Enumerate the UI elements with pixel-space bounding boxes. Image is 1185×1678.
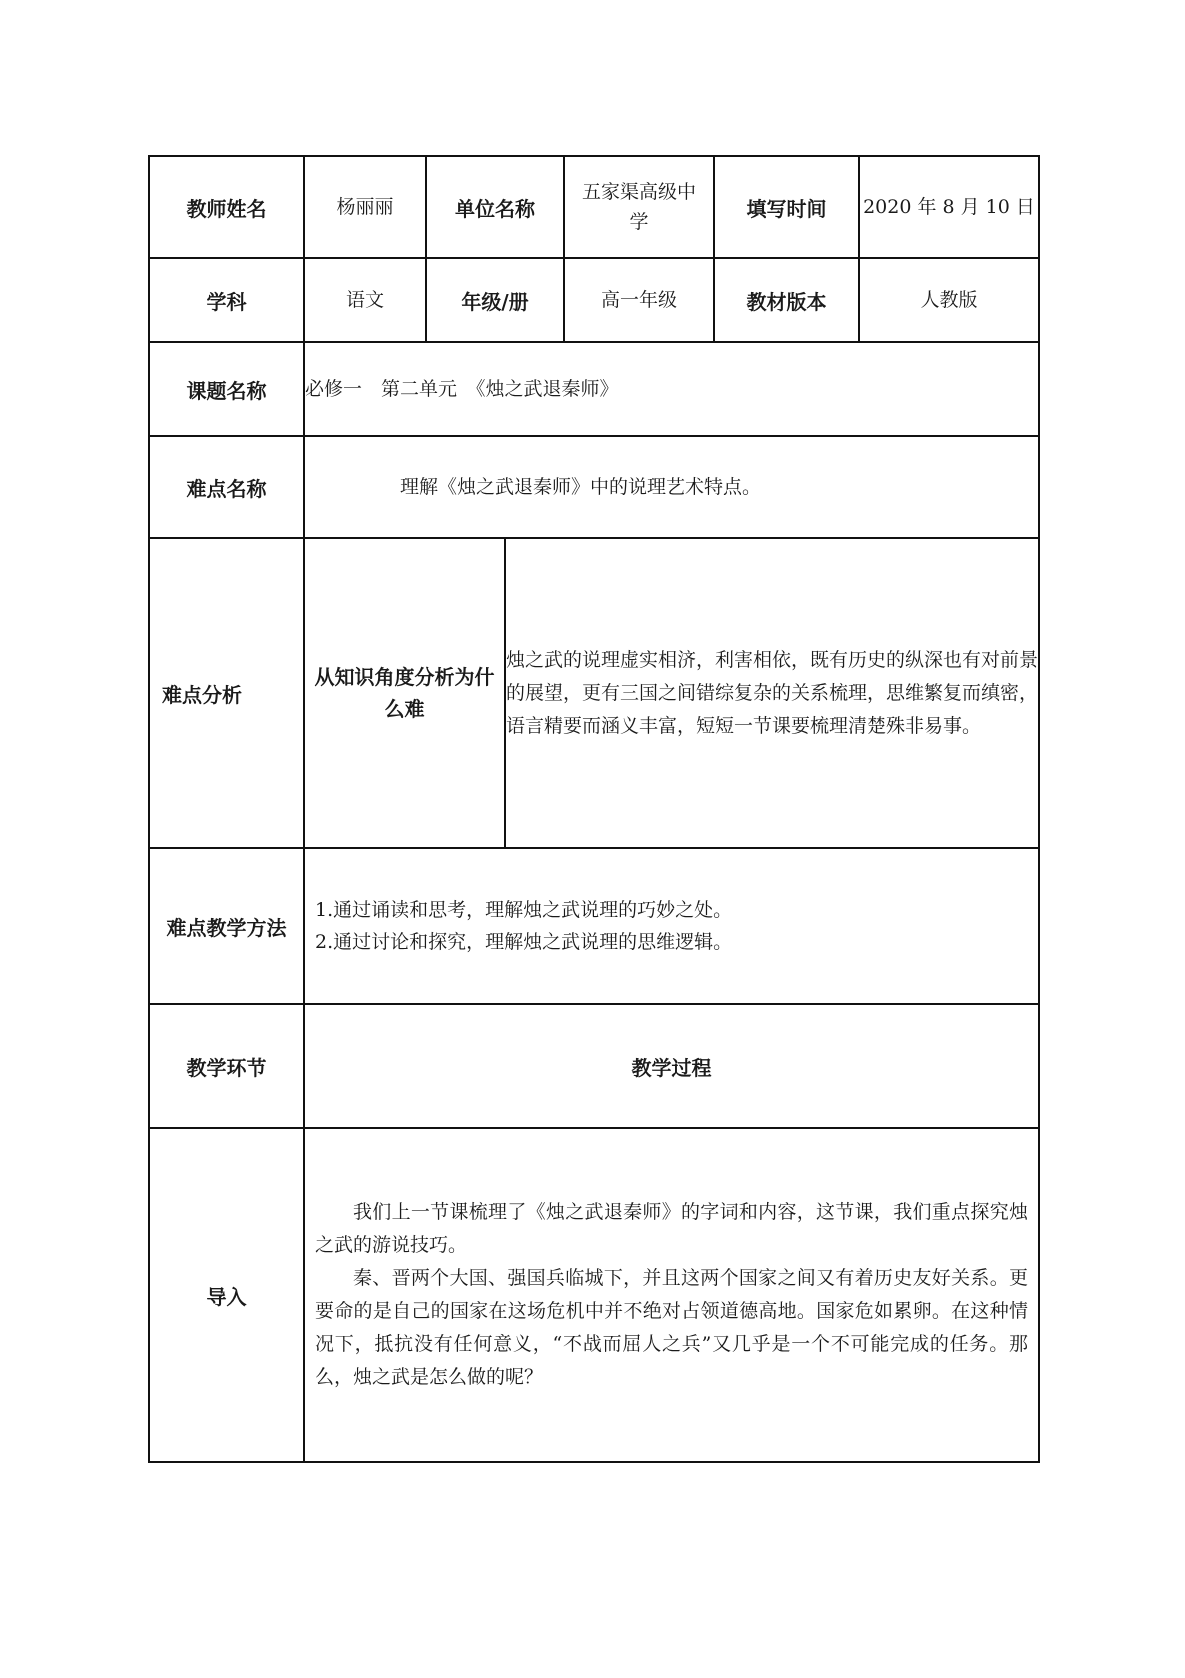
methods-list (304, 848, 1039, 1004)
fill-time-label: 填写时间 (714, 156, 859, 258)
edition-value: 人教版 (859, 258, 1039, 342)
analysis-label: 难点分析 (149, 538, 304, 848)
topic-label: 课题名称 (149, 342, 304, 436)
edition-label: 教材版本 (714, 258, 859, 342)
intro-content (304, 1128, 1039, 1462)
method-item: 2.通过讨论和探究，理解烛之武说理的思维逻辑。 (315, 931, 733, 953)
unit-value: 五家渠高级中学 (564, 156, 714, 258)
row-analysis (149, 538, 1039, 848)
fill-time-value: 2020 年 8 月 10 日 (859, 156, 1039, 258)
analysis-cell (304, 538, 1039, 848)
analysis-text: 烛之武的说理虚实相济，利害相依，既有历史的纵深也有对前景的展望，更有三国之间错综复杂的关系梳理，思维繁复而缜密，语言精要而涵义丰富，短短一节课要梳理清楚殊非易事。 (506, 648, 1039, 737)
row-subject-info (149, 258, 1039, 342)
difficulty-value: 理解《烛之武退秦师》中的说理艺术特点。 (304, 436, 1039, 538)
intro-label: 导入 (149, 1128, 304, 1462)
analysis-sub-label: 从知识角度分析为什么难 (305, 539, 505, 847)
row-stage-header (149, 1004, 1039, 1128)
teacher-name-label: 教师姓名 (149, 156, 304, 258)
row-methods (149, 848, 1039, 1004)
topic-value: 必修一 第二单元 《烛之武退秦师》 (304, 342, 1039, 436)
analysis-inner-table (305, 539, 1038, 847)
method-label: 难点教学方法 (149, 848, 304, 1004)
process-label: 教学过程 (304, 1004, 1039, 1128)
subject-label: 学科 (149, 258, 304, 342)
lesson-plan-form (148, 155, 1038, 1463)
subject-value: 语文 (304, 258, 426, 342)
teacher-name-value: 杨丽丽 (304, 156, 426, 258)
stage-label: 教学环节 (149, 1004, 304, 1128)
row-teacher-info (149, 156, 1039, 258)
row-difficulty (149, 436, 1039, 538)
lesson-plan-table (148, 155, 1040, 1463)
row-intro (149, 1128, 1039, 1462)
intro-paragraph: 我们上一节课梳理了《烛之武退秦师》的字词和内容，这节课，我们重点探究烛之武的游说技巧。 (315, 1201, 1028, 1256)
grade-label: 年级/册 (426, 258, 564, 342)
unit-label: 单位名称 (426, 156, 564, 258)
difficulty-label: 难点名称 (149, 436, 304, 538)
method-item: 1.通过诵读和思考，理解烛之武说理的巧妙之处。 (315, 899, 733, 921)
grade-value: 高一年级 (564, 258, 714, 342)
row-topic (149, 342, 1039, 436)
intro-paragraph: 秦、晋两个大国、强国兵临城下，并且这两个国家之间又有着历史友好关系。更要命的是自己的国家在这场危机中并不绝对占领道德高地。国家危如累卵。在这种情况下，抵抗没有任何意义，“不战而屈人之兵”又几乎是一个不可能完成的任务。那么，烛之武是怎么做的呢？ (315, 1267, 1028, 1388)
